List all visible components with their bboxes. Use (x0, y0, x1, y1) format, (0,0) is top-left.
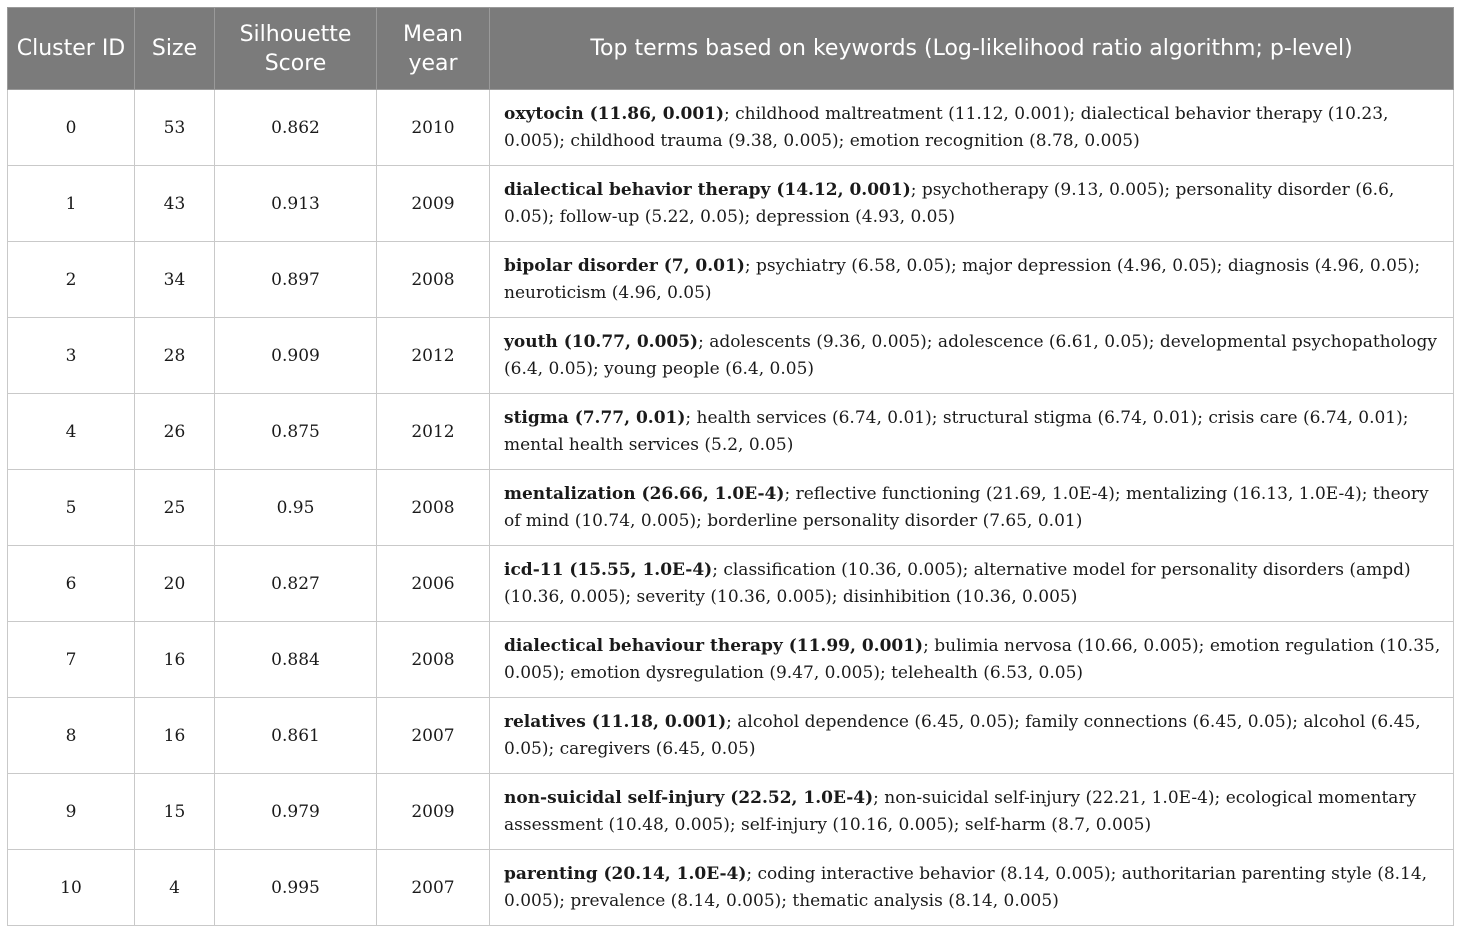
cell-mean-year: 2008 (377, 242, 490, 318)
cell-silhouette-score: 0.861 (215, 698, 377, 774)
cell-mean-year: 2009 (377, 774, 490, 850)
cell-top-terms (490, 166, 1454, 242)
other-terms: ; bulimia nervosa (10.66, 0.005); emotion regulation (10.35, 0.005); emotion dysregulation (9.47, 0.005); telehealth (6.53, 0.05) (504, 635, 1441, 683)
cell-cluster-id: 8 (8, 698, 135, 774)
table-header-row (8, 8, 1454, 90)
table-row (8, 470, 1454, 546)
lead-term: dialectical behaviour therapy (11.99, 0.001) (504, 635, 924, 656)
table-row (8, 394, 1454, 470)
header-mean-year: Mean year (377, 8, 490, 90)
lead-term: non-suicidal self-injury (22.52, 1.0E-4) (504, 787, 874, 808)
cell-cluster-id: 7 (8, 622, 135, 698)
table-row (8, 90, 1454, 166)
lead-term: icd-11 (15.55, 1.0E-4) (504, 559, 713, 580)
cell-size: 16 (135, 622, 215, 698)
table-row (8, 242, 1454, 318)
cell-top-terms (490, 394, 1454, 470)
other-terms: ; health services (6.74, 0.01); structural stigma (6.74, 0.01); crisis care (6.74, 0.01); mental health services (5.2, 0.05) (504, 407, 1409, 455)
cell-mean-year: 2012 (377, 394, 490, 470)
cell-mean-year: 2012 (377, 318, 490, 394)
header-size: Size (135, 8, 215, 90)
table-row (8, 166, 1454, 242)
cell-top-terms (490, 850, 1454, 926)
cell-cluster-id: 3 (8, 318, 135, 394)
cell-mean-year: 2007 (377, 850, 490, 926)
cell-size: 26 (135, 394, 215, 470)
cell-cluster-id: 2 (8, 242, 135, 318)
other-terms: ; alcohol dependence (6.45, 0.05); family connections (6.45, 0.05); alcohol (6.45, 0.05); caregivers (6.45, 0.05) (504, 711, 1421, 759)
cell-top-terms (490, 470, 1454, 546)
cell-cluster-id: 9 (8, 774, 135, 850)
other-terms: ; psychotherapy (9.13, 0.005); personality disorder (6.6, 0.05); follow-up (5.22, 0.05); depression (4.93, 0.05) (504, 179, 1395, 227)
cell-size: 53 (135, 90, 215, 166)
cell-top-terms (490, 318, 1454, 394)
cell-size: 25 (135, 470, 215, 546)
cell-cluster-id: 5 (8, 470, 135, 546)
lead-term: stigma (7.77, 0.01) (504, 407, 686, 428)
other-terms: ; classification (10.36, 0.005); alternative model for personality disorders (ampd) (10.36, 0.005); severity (10.36, 0.005); disinhibition (10.36, 0.005) (504, 559, 1411, 607)
cell-silhouette-score: 0.979 (215, 774, 377, 850)
header-silhouette-score: Silhouette Score (215, 8, 377, 90)
cell-silhouette-score: 0.884 (215, 622, 377, 698)
cell-silhouette-score: 0.897 (215, 242, 377, 318)
cell-size: 43 (135, 166, 215, 242)
lead-term: oxytocin (11.86, 0.001) (504, 103, 725, 124)
other-terms: ; reflective functioning (21.69, 1.0E-4); mentalizing (16.13, 1.0E-4); theory of mind (10.74, 0.005); borderline personality disorder (7.65, 0.01) (504, 483, 1429, 531)
lead-term: bipolar disorder (7, 0.01) (504, 255, 745, 276)
header-cluster-id: Cluster ID (8, 8, 135, 90)
other-terms: ; childhood maltreatment (11.12, 0.001); dialectical behavior therapy (10.23, 0.005); childhood trauma (9.38, 0.005); emotion recognition (8.78, 0.005) (504, 103, 1389, 151)
cell-silhouette-score: 0.862 (215, 90, 377, 166)
table-row (8, 698, 1454, 774)
other-terms: ; adolescents (9.36, 0.005); adolescence (6.61, 0.05); developmental psychopathology (6.4, 0.05); young people (6.4, 0.05) (504, 331, 1438, 379)
cell-size: 34 (135, 242, 215, 318)
table-row (8, 318, 1454, 394)
cell-silhouette-score: 0.909 (215, 318, 377, 394)
cell-mean-year: 2009 (377, 166, 490, 242)
lead-term: youth (10.77, 0.005) (504, 331, 699, 352)
lead-term: mentalization (26.66, 1.0E-4) (504, 483, 785, 504)
header-top-terms: Top terms based on keywords (Log-likelihood ratio algorithm; p-level) (490, 8, 1454, 90)
lead-term: relatives (11.18, 0.001) (504, 711, 727, 732)
cell-cluster-id: 0 (8, 90, 135, 166)
cell-silhouette-score: 0.827 (215, 546, 377, 622)
cell-mean-year: 2008 (377, 622, 490, 698)
cell-top-terms (490, 242, 1454, 318)
cell-mean-year: 2006 (377, 546, 490, 622)
cell-silhouette-score: 0.875 (215, 394, 377, 470)
cell-mean-year: 2010 (377, 90, 490, 166)
cluster-table-container (7, 7, 1453, 926)
cell-size: 15 (135, 774, 215, 850)
cell-top-terms (490, 774, 1454, 850)
cell-cluster-id: 10 (8, 850, 135, 926)
cell-cluster-id: 4 (8, 394, 135, 470)
table-row (8, 850, 1454, 926)
cell-top-terms (490, 90, 1454, 166)
cell-cluster-id: 1 (8, 166, 135, 242)
table-row (8, 774, 1454, 850)
cell-silhouette-score: 0.913 (215, 166, 377, 242)
cluster-table (7, 7, 1454, 926)
lead-term: parenting (20.14, 1.0E-4) (504, 863, 747, 884)
cell-top-terms (490, 546, 1454, 622)
cell-mean-year: 2007 (377, 698, 490, 774)
table-row (8, 546, 1454, 622)
cell-size: 16 (135, 698, 215, 774)
cell-size: 28 (135, 318, 215, 394)
other-terms: ; non-suicidal self-injury (22.21, 1.0E-4); ecological momentary assessment (10.48, 0.005); self-injury (10.16, 0.005); self-harm (8.7, 0.005) (504, 787, 1417, 835)
cell-size: 20 (135, 546, 215, 622)
cell-top-terms (490, 698, 1454, 774)
other-terms: ; coding interactive behavior (8.14, 0.005); authoritarian parenting style (8.14, 0.005); prevalence (8.14, 0.005); thematic analysis (8.14, 0.005) (504, 863, 1428, 911)
table-row (8, 622, 1454, 698)
cell-silhouette-score: 0.95 (215, 470, 377, 546)
cell-size: 4 (135, 850, 215, 926)
other-terms: ; psychiatry (6.58, 0.05); major depression (4.96, 0.05); diagnosis (4.96, 0.05); neuroticism (4.96, 0.05) (504, 255, 1421, 303)
lead-term: dialectical behavior therapy (14.12, 0.001) (504, 179, 911, 200)
table-body (8, 90, 1454, 926)
cell-cluster-id: 6 (8, 546, 135, 622)
cell-top-terms (490, 622, 1454, 698)
cell-mean-year: 2008 (377, 470, 490, 546)
cell-silhouette-score: 0.995 (215, 850, 377, 926)
